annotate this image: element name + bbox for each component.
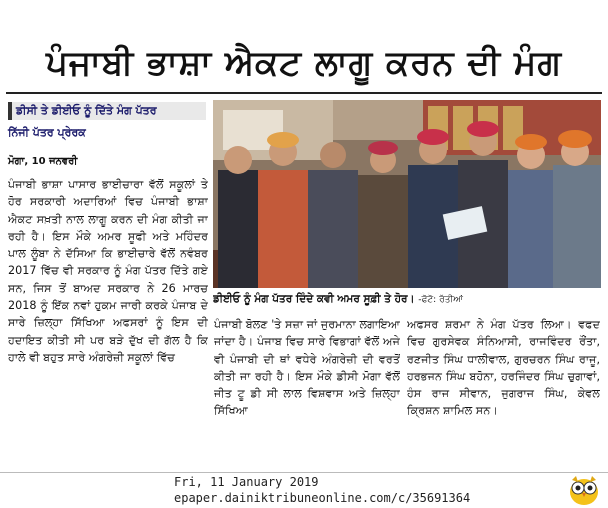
edition-meta bbox=[174, 474, 554, 506]
headline: ਪੰਜਾਬੀ ਭਾਸ਼ਾ ਐਕਟ ਲਾਗੂ ਕਰਨ ਦੀ ਮੰਗ bbox=[45, 43, 563, 83]
article-column-2: ਪੰਜਾਬੀ ਬੋਲਣ 'ਤੇ ਸਜ਼ਾ ਜਾਂ ਜੁਰਮਾਨਾ ਲਗਾਇਆ ਜਾਂਦਾ ਹੈ। ਪੰਜਾਬ ਵਿਚ ਸਾਰੇ ਵਿਭਾਗਾਂ ਵੱਲੋਂ ਅਜੇ ਵੀ ਪੰਜਾਬੀ ਦੀ ਥਾਂ ਵਧੇਰੇ ਅੰਗਰੇਜ਼ੀ ਦੀ ਵਰਤੋਂ ਕੀਤੀ ਜਾ ਰਹੀ ਹੈ। ਇਸ ਮੌਕੇ ਡੀਸੀ ਮੋਗਾ ਵੱਲੋਂ ਜੀਤ ਟੂ ਡੀ ਸੀ ਲਾਲ ਵਿਸ਼ਵਾਸ ਅਤੇ ਜ਼ਿਲ੍ਹਾ ਸਿੱਖਿਆ bbox=[214, 318, 400, 418]
edition-date: Fri, 11 January 2019 bbox=[174, 475, 319, 489]
edition-url[interactable]: epaper.dainiktribuneonline.com/c/35691364 bbox=[174, 491, 471, 505]
owl-icon bbox=[566, 472, 602, 506]
article-column-1: ਪੰਜਾਬੀ ਭਾਸ਼ਾ ਪਾਸਾਰ ਭਾਈਚਾਰਾ ਵੱਲੋਂ ਸਕੂਲਾਂ ਤੇ ਹੋਰ ਸਰਕਾਰੀ ਅਦਾਰਿਆਂ ਵਿਚ ਪੰਜਾਬੀ ਭਾਸ਼ਾ ਐਕਟ ਸਖ਼ਤੀ ਨਾਲ ਲਾਗੂ ਕਰਨ ਦੀ ਮੰਗ ਕੀਤੀ ਜਾ ਰਹੀ ਹੈ। ਇਸ ਮੌਕੇ ਅਮਰ ਸੂਫੀ ਅਤੇ ਮਹਿੰਦਰ ਪਾਲ ਲੂੰਬਾ ਨੇ ਦੱਸਿਆ ਕਿ ਭਾਈਚਾਰੇ ਵੱਲੋਂ ਨਵੰਬਰ 2017 ਵਿੱਚ ਵੀ ਸਰਕਾਰ ਨੂੰ ਮੰਗ ਪੱਤਰ ਦਿੱਤੇ ਗਏ ਸਨ, ਜਿਸ ਤੋਂ ਬਾਅਦ ਸਰਕਾਰ ਨੇ 26 ਮਾਰਚ 2018 ਨੂੰ ਇੱਕ ਨਵਾਂ ਹੁਕਮ ਜਾਰੀ ਕਰਕੇ ਪੰਜਾਬ ਦੇ ਸਾਰੇ ਜ਼ਿਲ੍ਹਾ ਸਿੱਖਿਆ ਅਫਸਰਾਂ ਨੂੰ ਇਸ ਦੀ ਹਦਾਇਤ ਕੀਤੀ ਸੀ ਪਰ ਬੜੇ ਦੁੱਖ ਦੀ ਗੱਲ ਹੈ ਕਿ ਹਾਲੇ ਵੀ ਬਹੁਤ ਸਾਰੇ ਅੰਗਰੇਜ਼ੀ ਸਕੂਲਾਂ ਵਿੱਚ bbox=[8, 178, 208, 364]
dateline: ਮੋਗਾ, 10 ਜਨਵਰੀ bbox=[8, 156, 78, 167]
kicker: ਡੀਸੀ ਤੇ ਡੀਈਓ ਨੂੰ ਦਿੱਤੇ ਮੰਗ ਪੱਤਰ bbox=[8, 102, 206, 120]
footer-rule bbox=[0, 472, 608, 473]
photo-credit: -ਫੋਟੋ: ਰੱਤੀਆਂ bbox=[418, 295, 463, 305]
publication-logo[interactable] bbox=[6, 474, 136, 506]
photo-caption bbox=[213, 289, 601, 309]
source-line: ਨਿੱਜੀ ਪੱਤਰ ਪ੍ਰੇਰਕ bbox=[8, 126, 86, 139]
headline-rule bbox=[6, 92, 602, 94]
news-photo bbox=[213, 100, 601, 288]
article-column-3: ਅਫਸਰ ਸ਼ਰਮਾ ਨੇ ਮੰਗ ਪੱਤਰ ਲਿਆ। ਵਫਦ ਵਿਚ ਗੁਰਸੇਵਕ ਸੰਨਿਆਸੀ, ਰਾਜਵਿੰਦਰ ਰੌਂਤਾ, ਰਣਜੀਤ ਸਿੰਘ ਧਾਲੀਵਾਲ, ਗੁਰਚਰਨ ਸਿੰਘ ਰਾਜੂ, ਹਰਭਜਨ ਸਿੰਘ ਬਹੋਨਾ, ਹਰਜਿੰਦਰ ਸਿੰਘ ਚੁਗਾਵਾਂ, ਹੰਸ ਰਾਜ ਸੀਵਾਨ, ਜੁਗਰਾਜ ਸਿੰਘ, ਕੇਵਲ ਕ੍ਰਿਸ਼ਨ ਸ਼ਾਮਿਲ ਸਨ। bbox=[407, 318, 600, 418]
caption-text: ਡੀਈਓ ਨੂੰ ਮੰਗ ਪੱਤਰ ਦਿੰਦੇ ਕਵੀ ਅਮਰ ਸੂਫ਼ੀ ਤੇ ਹੋਰ। bbox=[213, 293, 415, 305]
